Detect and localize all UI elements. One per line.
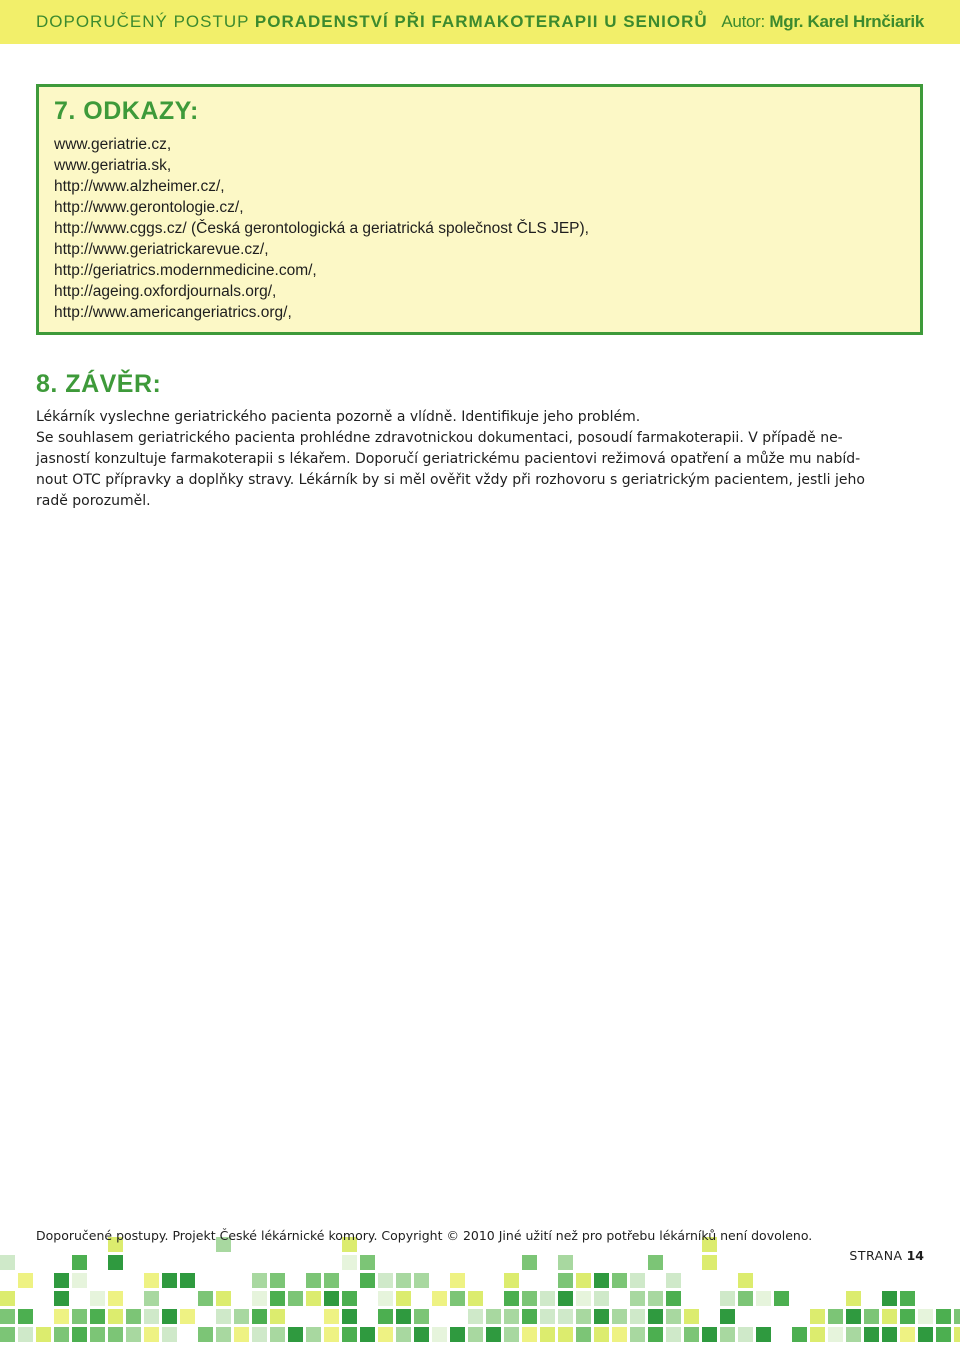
mosaic-tile xyxy=(882,1309,897,1324)
mosaic-tile xyxy=(126,1309,141,1324)
mosaic-tile xyxy=(756,1291,771,1306)
mosaic-tile xyxy=(828,1309,843,1324)
mosaic-tile xyxy=(18,1309,33,1324)
mosaic-tile xyxy=(630,1291,645,1306)
title-prefix: DOPORUČENÝ POSTUP xyxy=(36,12,250,31)
mosaic-tile xyxy=(450,1273,465,1288)
author-name: Mgr. Karel Hrnčiarik xyxy=(769,12,924,31)
mosaic-tile xyxy=(486,1309,501,1324)
mosaic-tile xyxy=(270,1291,285,1306)
mosaic-tile xyxy=(144,1273,159,1288)
references-box xyxy=(36,84,923,335)
mosaic-tile xyxy=(522,1291,537,1306)
mosaic-tile xyxy=(684,1327,699,1342)
mosaic-tile xyxy=(954,1327,960,1342)
page-number-value: 14 xyxy=(906,1248,924,1263)
page-number xyxy=(849,1248,924,1263)
mosaic-tile xyxy=(720,1327,735,1342)
mosaic-tile xyxy=(270,1273,285,1288)
mosaic-tile xyxy=(414,1309,429,1324)
mosaic-tile xyxy=(504,1309,519,1324)
mosaic-tile xyxy=(648,1309,663,1324)
mosaic-tile xyxy=(558,1273,573,1288)
mosaic-tile xyxy=(432,1327,447,1342)
mosaic-tile xyxy=(522,1255,537,1270)
mosaic-tile xyxy=(144,1291,159,1306)
mosaic-tile xyxy=(846,1327,861,1342)
mosaic-tile xyxy=(306,1291,321,1306)
mosaic-tile xyxy=(252,1291,267,1306)
mosaic-tile xyxy=(558,1309,573,1324)
mosaic-tile xyxy=(18,1327,33,1342)
reference-item: http://www.gerontologie.cz/, xyxy=(54,199,244,216)
mosaic-tile xyxy=(810,1309,825,1324)
mosaic-tile xyxy=(324,1291,339,1306)
mosaic-tile xyxy=(54,1327,69,1342)
mosaic-tile xyxy=(864,1309,879,1324)
mosaic-tile xyxy=(486,1327,501,1342)
mosaic-tile xyxy=(576,1327,591,1342)
mosaic-tile xyxy=(288,1327,303,1342)
mosaic-tile xyxy=(774,1291,789,1306)
mosaic-tile xyxy=(576,1291,591,1306)
mosaic-tile xyxy=(198,1327,213,1342)
mosaic-tile xyxy=(234,1309,249,1324)
mosaic-tile xyxy=(234,1327,249,1342)
references-heading: 7. ODKAZY: xyxy=(54,97,199,125)
mosaic-tile xyxy=(0,1291,15,1306)
mosaic-tile xyxy=(216,1327,231,1342)
reference-item: http://ageing.oxfordjournals.org/, xyxy=(54,283,277,300)
mosaic-tile xyxy=(540,1291,555,1306)
mosaic-tile xyxy=(954,1309,960,1324)
mosaic-tile xyxy=(360,1273,375,1288)
mosaic-tile xyxy=(342,1327,357,1342)
mosaic-tile xyxy=(684,1309,699,1324)
mosaic-tile xyxy=(558,1327,573,1342)
author-line xyxy=(721,12,924,32)
mosaic-tile xyxy=(0,1309,15,1324)
mosaic-tile xyxy=(468,1327,483,1342)
conclusion-section xyxy=(36,370,926,512)
mosaic-tile xyxy=(360,1255,375,1270)
mosaic-tile xyxy=(414,1327,429,1342)
mosaic-tile xyxy=(72,1273,87,1288)
page-label: STRANA xyxy=(849,1248,903,1263)
mosaic-tile xyxy=(162,1309,177,1324)
mosaic-tile xyxy=(162,1273,177,1288)
mosaic-tile xyxy=(558,1291,573,1306)
mosaic-tile xyxy=(54,1309,69,1324)
mosaic-tile xyxy=(306,1273,321,1288)
mosaic-tile xyxy=(594,1291,609,1306)
mosaic-tile xyxy=(72,1309,87,1324)
mosaic-tile xyxy=(324,1273,339,1288)
conclusion-line: jasností konzultuje farmakoterapii s lékařem. Doporučí geriatrickému pacientovi režimová opatření a může mu nabíd- xyxy=(36,451,861,467)
mosaic-tile xyxy=(720,1291,735,1306)
mosaic-tile xyxy=(180,1273,195,1288)
mosaic-tile xyxy=(0,1327,15,1342)
mosaic-tile xyxy=(936,1327,951,1342)
mosaic-tile xyxy=(666,1291,681,1306)
mosaic-tile xyxy=(648,1291,663,1306)
reference-item: http://geriatrics.modernmedicine.com/, xyxy=(54,262,317,279)
mosaic-tile xyxy=(270,1309,285,1324)
conclusion-line: Se souhlasem geriatrického pacienta prohlédne zdravotnickou dokumentaci, posoudí farmakoterapii. V případě ne- xyxy=(36,430,843,446)
mosaic-tile xyxy=(162,1327,177,1342)
mosaic-tile xyxy=(648,1327,663,1342)
mosaic-tile xyxy=(288,1291,303,1306)
mosaic-tile xyxy=(396,1273,411,1288)
references-list xyxy=(54,134,920,323)
mosaic-tile xyxy=(540,1309,555,1324)
author-label: Autor: xyxy=(721,12,765,31)
mosaic-tile xyxy=(414,1273,429,1288)
mosaic-tile xyxy=(270,1327,285,1342)
mosaic-tile xyxy=(882,1291,897,1306)
mosaic-tile xyxy=(648,1255,663,1270)
mosaic-tile xyxy=(324,1309,339,1324)
mosaic-tile xyxy=(324,1327,339,1342)
mosaic-tile xyxy=(594,1273,609,1288)
mosaic-tile xyxy=(504,1273,519,1288)
mosaic-tile xyxy=(576,1309,591,1324)
mosaic-tile xyxy=(180,1309,195,1324)
mosaic-tile xyxy=(702,1255,717,1270)
mosaic-tile xyxy=(918,1327,933,1342)
mosaic-tile xyxy=(630,1327,645,1342)
mosaic-tile xyxy=(342,1255,357,1270)
mosaic-tile xyxy=(468,1309,483,1324)
title-main: PORADENSTVÍ PŘI FARMAKOTERAPII U SENIORŮ xyxy=(254,12,708,31)
conclusion-line: radě porozuměl. xyxy=(36,493,151,509)
mosaic-tile xyxy=(342,1291,357,1306)
mosaic-tile xyxy=(216,1291,231,1306)
mosaic-tile xyxy=(630,1309,645,1324)
mosaic-tile xyxy=(846,1291,861,1306)
page-header xyxy=(0,0,960,44)
conclusion-heading: 8. ZÁVĚR: xyxy=(36,370,162,398)
mosaic-tile xyxy=(594,1309,609,1324)
mosaic-tile xyxy=(612,1309,627,1324)
mosaic-tile xyxy=(72,1255,87,1270)
mosaic-tile xyxy=(522,1327,537,1342)
mosaic-tile xyxy=(936,1309,951,1324)
mosaic-tile xyxy=(396,1327,411,1342)
mosaic-tile xyxy=(666,1327,681,1342)
mosaic-tile xyxy=(630,1273,645,1288)
mosaic-tile xyxy=(378,1309,393,1324)
mosaic-tile xyxy=(450,1327,465,1342)
reference-item: http://www.alzheimer.cz/, xyxy=(54,178,225,195)
mosaic-tile xyxy=(252,1327,267,1342)
mosaic-tile xyxy=(360,1327,375,1342)
mosaic-tile xyxy=(126,1327,141,1342)
mosaic-tile xyxy=(144,1327,159,1342)
mosaic-tile xyxy=(378,1273,393,1288)
mosaic-tile xyxy=(378,1291,393,1306)
mosaic-tile xyxy=(900,1291,915,1306)
mosaic-tile xyxy=(882,1327,897,1342)
mosaic-tile xyxy=(666,1309,681,1324)
mosaic-tile xyxy=(612,1327,627,1342)
decorative-tile-mosaic xyxy=(0,1228,960,1345)
conclusion-line: Lékárník vyslechne geriatrického pacienta pozorně a vlídně. Identifikuje jeho problém. xyxy=(36,409,641,425)
mosaic-tile xyxy=(468,1291,483,1306)
mosaic-tile xyxy=(90,1291,105,1306)
mosaic-tile xyxy=(396,1291,411,1306)
mosaic-tile xyxy=(756,1327,771,1342)
mosaic-tile xyxy=(738,1327,753,1342)
mosaic-tile xyxy=(216,1309,231,1324)
mosaic-tile xyxy=(252,1273,267,1288)
mosaic-tile xyxy=(522,1309,537,1324)
mosaic-tile xyxy=(810,1327,825,1342)
mosaic-tile xyxy=(108,1309,123,1324)
mosaic-tile xyxy=(900,1327,915,1342)
mosaic-tile xyxy=(18,1273,33,1288)
mosaic-tile xyxy=(252,1309,267,1324)
footer-copyright: Doporučené postupy. Projekt České lékárnické komory. Copyright © 2010 Jiné užití než pro potřebu lékárníků není dovoleno. xyxy=(36,1228,813,1243)
mosaic-tile xyxy=(594,1327,609,1342)
mosaic-tile xyxy=(900,1309,915,1324)
mosaic-tile xyxy=(72,1327,87,1342)
mosaic-tile xyxy=(306,1327,321,1342)
mosaic-tile xyxy=(0,1255,15,1270)
mosaic-tile xyxy=(108,1255,123,1270)
mosaic-tile xyxy=(90,1327,105,1342)
mosaic-tile xyxy=(342,1309,357,1324)
mosaic-tile xyxy=(846,1309,861,1324)
reference-item: http://www.americangeriatrics.org/, xyxy=(54,304,292,321)
mosaic-tile xyxy=(90,1309,105,1324)
mosaic-tile xyxy=(918,1309,933,1324)
mosaic-tile xyxy=(378,1327,393,1342)
mosaic-tile xyxy=(612,1273,627,1288)
mosaic-tile xyxy=(828,1327,843,1342)
mosaic-tile xyxy=(504,1291,519,1306)
mosaic-tile xyxy=(864,1327,879,1342)
reference-item: www.geriatrie.cz, xyxy=(54,136,172,153)
mosaic-tile xyxy=(54,1273,69,1288)
mosaic-tile xyxy=(144,1309,159,1324)
mosaic-tile xyxy=(720,1309,735,1324)
mosaic-tile xyxy=(432,1291,447,1306)
mosaic-tile xyxy=(540,1327,555,1342)
mosaic-tile xyxy=(396,1309,411,1324)
reference-item: http://www.geriatrickarevue.cz/, xyxy=(54,241,269,258)
reference-item: http://www.cggs.cz/ (Česká gerontologická a geriatrická společnost ČLS JEP), xyxy=(54,220,589,237)
reference-item: www.geriatria.sk, xyxy=(54,157,172,174)
mosaic-tile xyxy=(576,1273,591,1288)
mosaic-tile xyxy=(738,1291,753,1306)
mosaic-tile xyxy=(36,1327,51,1342)
mosaic-tile xyxy=(450,1291,465,1306)
mosaic-tile xyxy=(108,1291,123,1306)
mosaic-tile xyxy=(738,1273,753,1288)
mosaic-tile xyxy=(558,1255,573,1270)
document-title xyxy=(36,12,708,32)
mosaic-tile xyxy=(792,1327,807,1342)
mosaic-tile xyxy=(702,1327,717,1342)
mosaic-tile xyxy=(54,1291,69,1306)
conclusion-line: nout OTC přípravky a doplňky stravy. Lékárník by si měl ověřit vždy při rozhovoru s geriatrickým pacientem, jestli jeho xyxy=(36,472,865,488)
mosaic-tile xyxy=(108,1327,123,1342)
mosaic-tile xyxy=(504,1327,519,1342)
mosaic-tile xyxy=(198,1291,213,1306)
mosaic-tile xyxy=(666,1273,681,1288)
